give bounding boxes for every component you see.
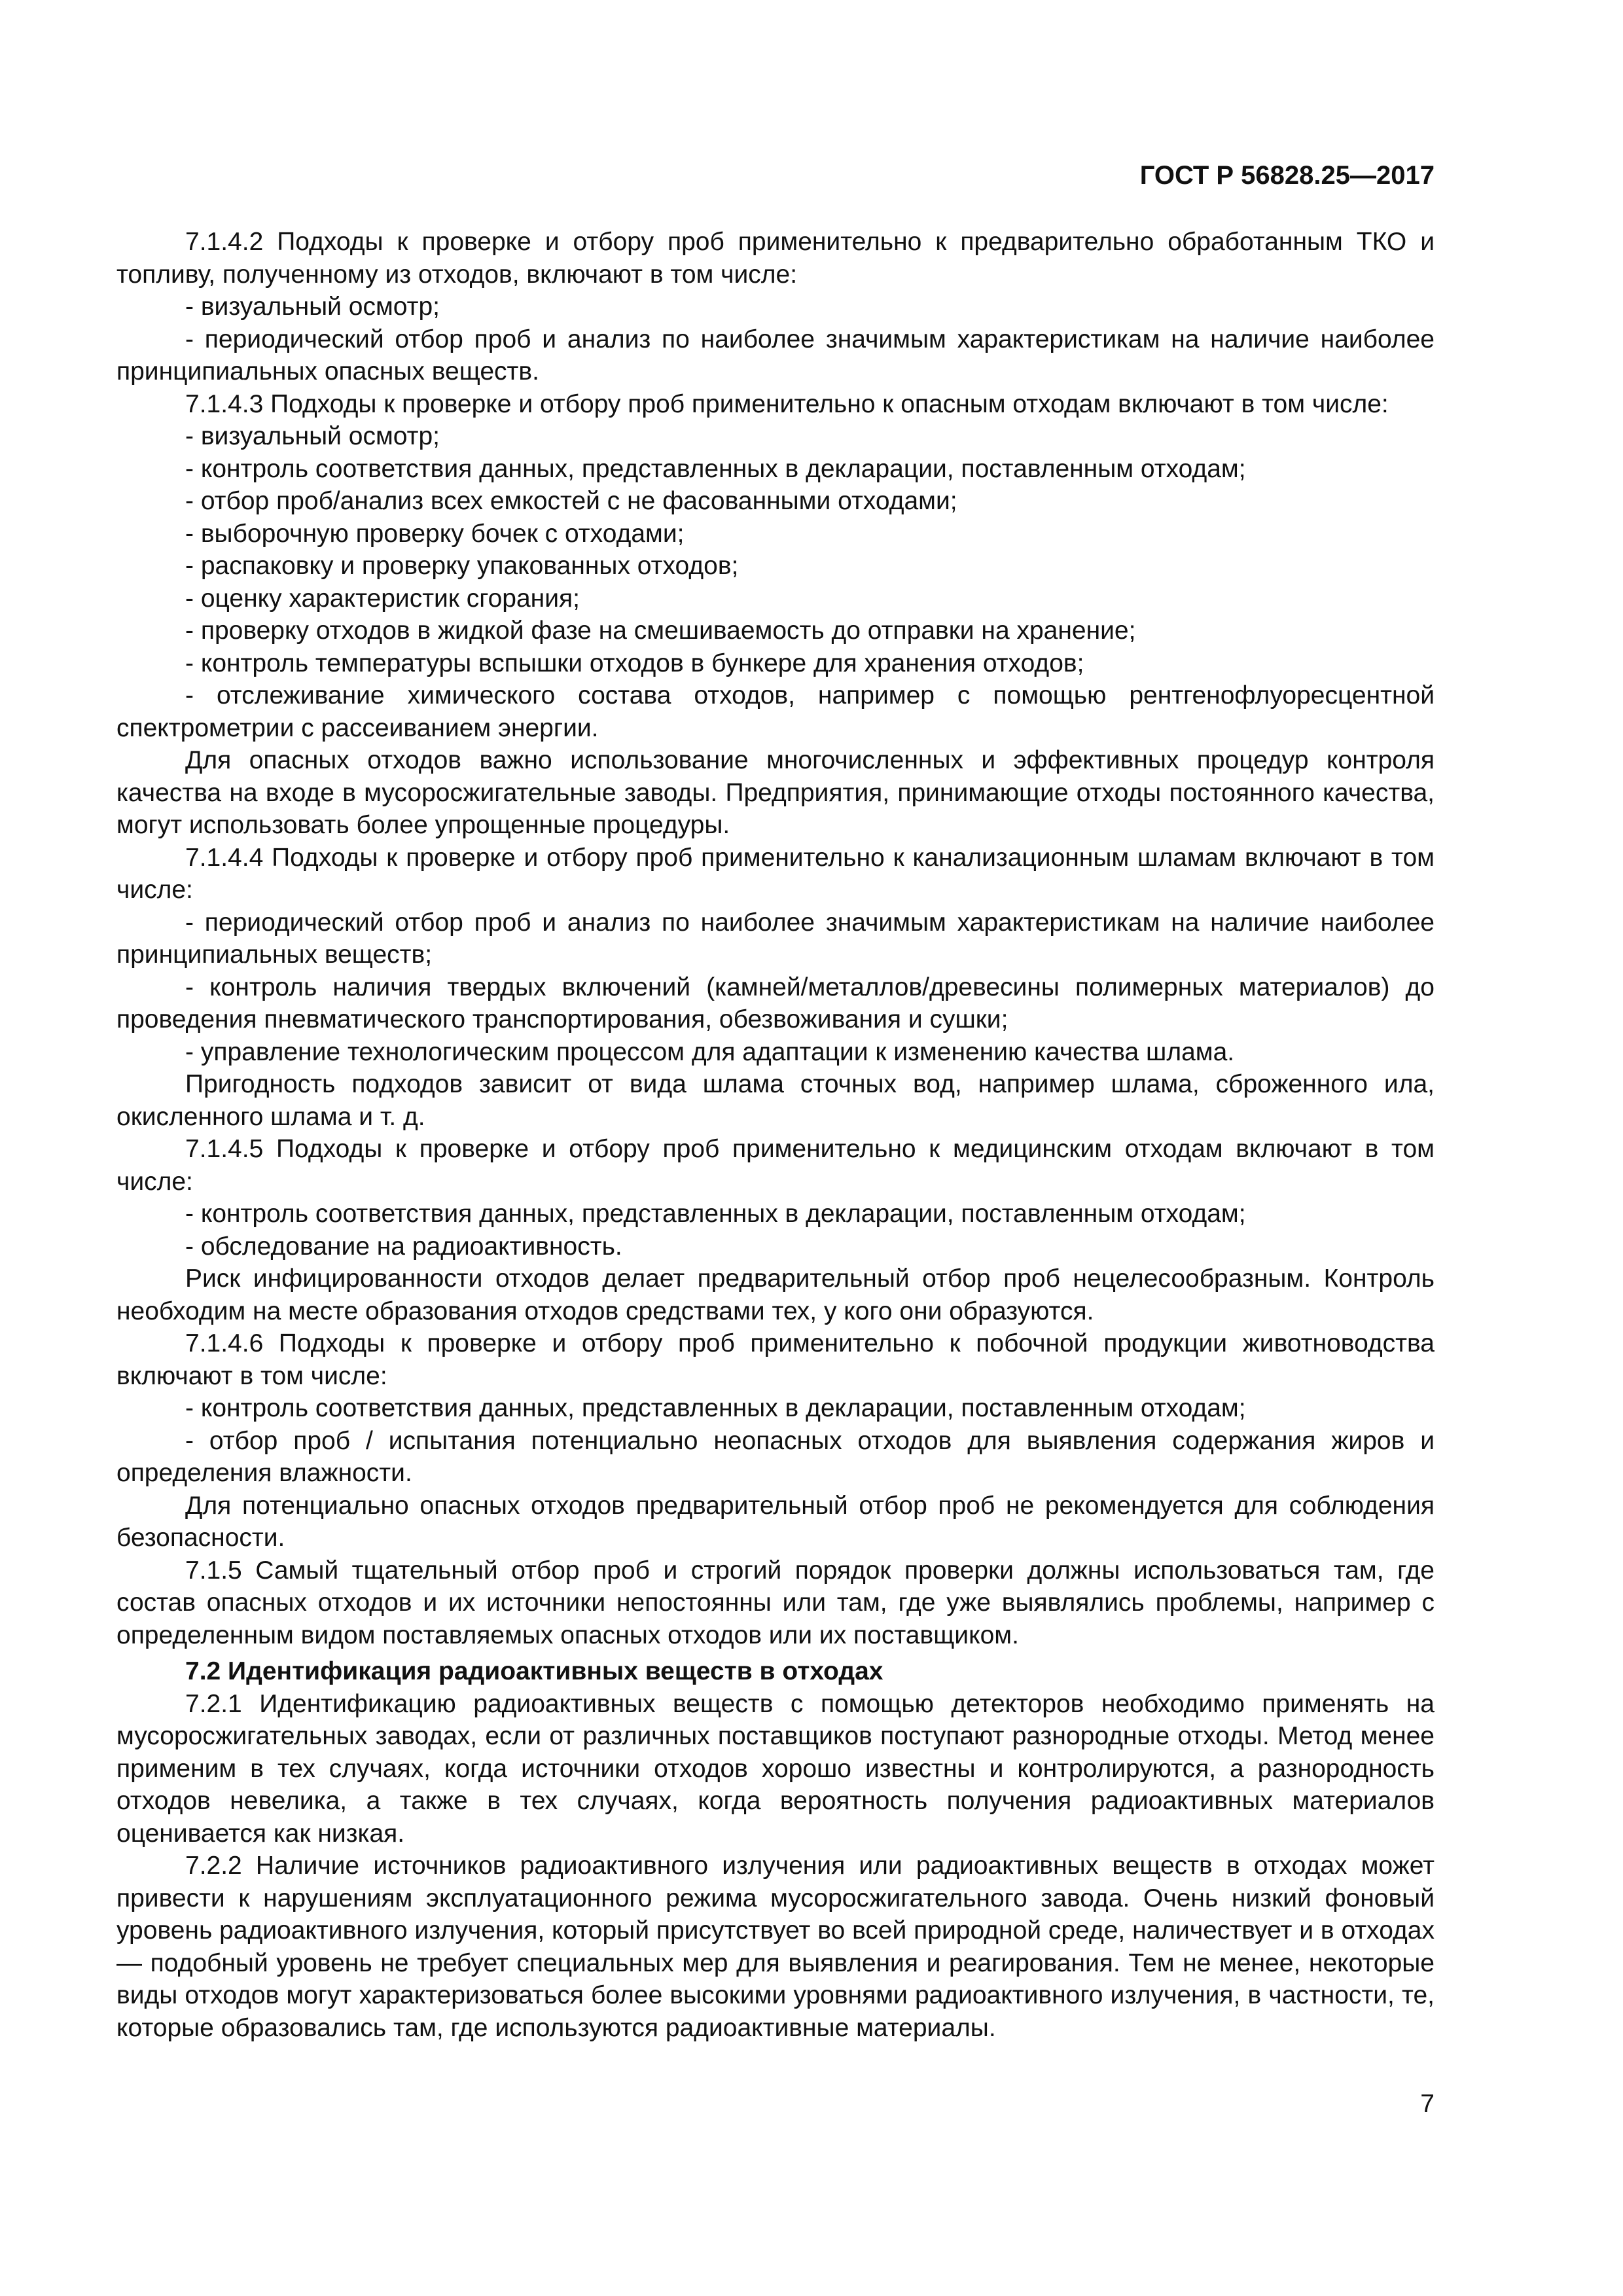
list-item: - обследование на радиоактивность.	[185, 1232, 622, 1261]
paragraph: Для опасных отходов важно использование многочисленных и эффективных процедур контроля качества на входе в мусоросжигательные заводы. Предприятия, принимающие отходы постоянного качества, могут использовать более упрощенные процедуры.	[116, 746, 1435, 839]
list-item: - выборочную проверку бочек с отходами;	[185, 519, 685, 548]
list-item: - контроль соответствия данных, представленных в декларации, поставленным отходам;	[185, 454, 1246, 483]
paragraph: 7.2.2 Наличие источников радиоактивного излучения или радиоактивных веществ в отходах может привести к нарушениям эксплуатационного режима мусоросжигательного завода. Очень низкий фоновый уровень радиоактивного излучения, который присутствует во всей природной среде, наличествует и в отходах — подобный уровень не требует специальных мер для выявления и реагирования. Тем не менее, некоторые виды отходов могут характеризоваться более высокими уровнями радиоактивного излучения, в частности, те, которые образовались там, где используются радиоактивные материалы.	[116, 1852, 1435, 2042]
paragraph: 7.1.4.2 Подходы к проверке и отбору проб применительно к предварительно обработанным ТКО и топливу, полученному из отходов, включают в том числе:	[116, 228, 1435, 289]
paragraph: 7.1.5 Самый тщательный отбор проб и строгий порядок проверки должны использоваться там, где состав опасных отходов и их источники непостоянны или там, где уже выявлялись проблемы, например с определенным видом поставляемых опасных отходов или их поставщиком.	[116, 1556, 1435, 1649]
list-item: - оценку характеристик сгорания;	[185, 584, 580, 613]
paragraph: 7.1.4.3 Подходы к проверке и отбору проб применительно к опасным отходам включают в том числе:	[185, 389, 1389, 418]
list-item: - визуальный осмотр;	[185, 293, 440, 321]
standard-number: ГОСТ Р 56828.25—2017	[1139, 161, 1435, 190]
list-item: - распаковку и проверку упакованных отходов;	[185, 552, 739, 580]
list-item: - контроль температуры вспышки отходов в бункере для хранения отходов;	[185, 649, 1084, 677]
list-item: - отслеживание химического состава отходов, например с помощью рентгенофлуоресцентной спектрометрии с рассеиванием энергии.	[116, 681, 1435, 742]
list-item: - периодический отбор проб и анализ по наиболее значимым характеристикам на наличие наиболее принципиальных опасных веществ.	[116, 325, 1435, 386]
list-item: - отбор проб / испытания потенциально неопасных отходов для выявления содержания жиров и определения влажности.	[116, 1426, 1435, 1487]
list-item: - отбор проб/анализ всех емкостей с не фасованными отходами;	[185, 487, 957, 515]
page-number: 7	[1420, 2090, 1435, 2118]
list-item: - проверку отходов в жидкой фазе на смешиваемость до отправки на хранение;	[185, 617, 1136, 645]
list-item: - визуальный осмотр;	[185, 422, 440, 450]
paragraph: 7.1.4.5 Подходы к проверке и отбору проб применительно к медицинским отходам включают в том числе:	[116, 1135, 1435, 1196]
paragraph: 7.2.1 Идентификацию радиоактивных веществ с помощью детекторов необходимо применять на мусоросжигательных заводах, если от различных поставщиков поступают разнородные отходы. Метод менее применим в тех случаях, когда источники отходов хорошо известны и контролируются, а разнородность отходов невелика, а также в тех случаях, когда вероятность получения радиоактивных материалов оценивается как низкая.	[116, 1689, 1435, 1848]
paragraph: Риск инфицированности отходов делает предварительный отбор проб нецелесообразным. Контроль необходим на месте образования отходов средствами тех, у кого они образуются.	[116, 1265, 1435, 1325]
document-body	[116, 226, 1435, 2044]
list-item: - контроль соответствия данных, представленных в декларации, поставленным отходам;	[185, 1394, 1246, 1422]
list-item: - контроль наличия твердых включений (камней/металлов/древесины полимерных материалов) до проведения пневматического транспортирования, обезвоживания и сушки;	[116, 973, 1435, 1033]
list-item: - периодический отбор проб и анализ по наиболее значимым характеристикам на наличие наиболее принципиальных веществ;	[116, 908, 1435, 969]
document-page	[116, 0, 1435, 2296]
paragraph: 7.1.4.6 Подходы к проверке и отбору проб применительно к побочной продукции животноводства включают в том числе:	[116, 1329, 1435, 1390]
paragraph: Для потенциально опасных отходов предварительный отбор проб не рекомендуется для соблюдения безопасности.	[116, 1491, 1435, 1552]
section-heading: 7.2 Идентификация радиоактивных веществ в отходах	[185, 1657, 883, 1685]
paragraph: 7.1.4.4 Подходы к проверке и отбору проб применительно к канализационным шламам включают в том числе:	[116, 843, 1435, 904]
list-item: - контроль соответствия данных, представленных в декларации, поставленным отходам;	[185, 1200, 1246, 1228]
list-item: - управление технологическим процессом для адаптации к изменению качества шлама.	[185, 1037, 1235, 1066]
paragraph: Пригодность подходов зависит от вида шлама сточных вод, например шлама, сброженного ила, окисленного шлама и т. д.	[116, 1070, 1435, 1131]
